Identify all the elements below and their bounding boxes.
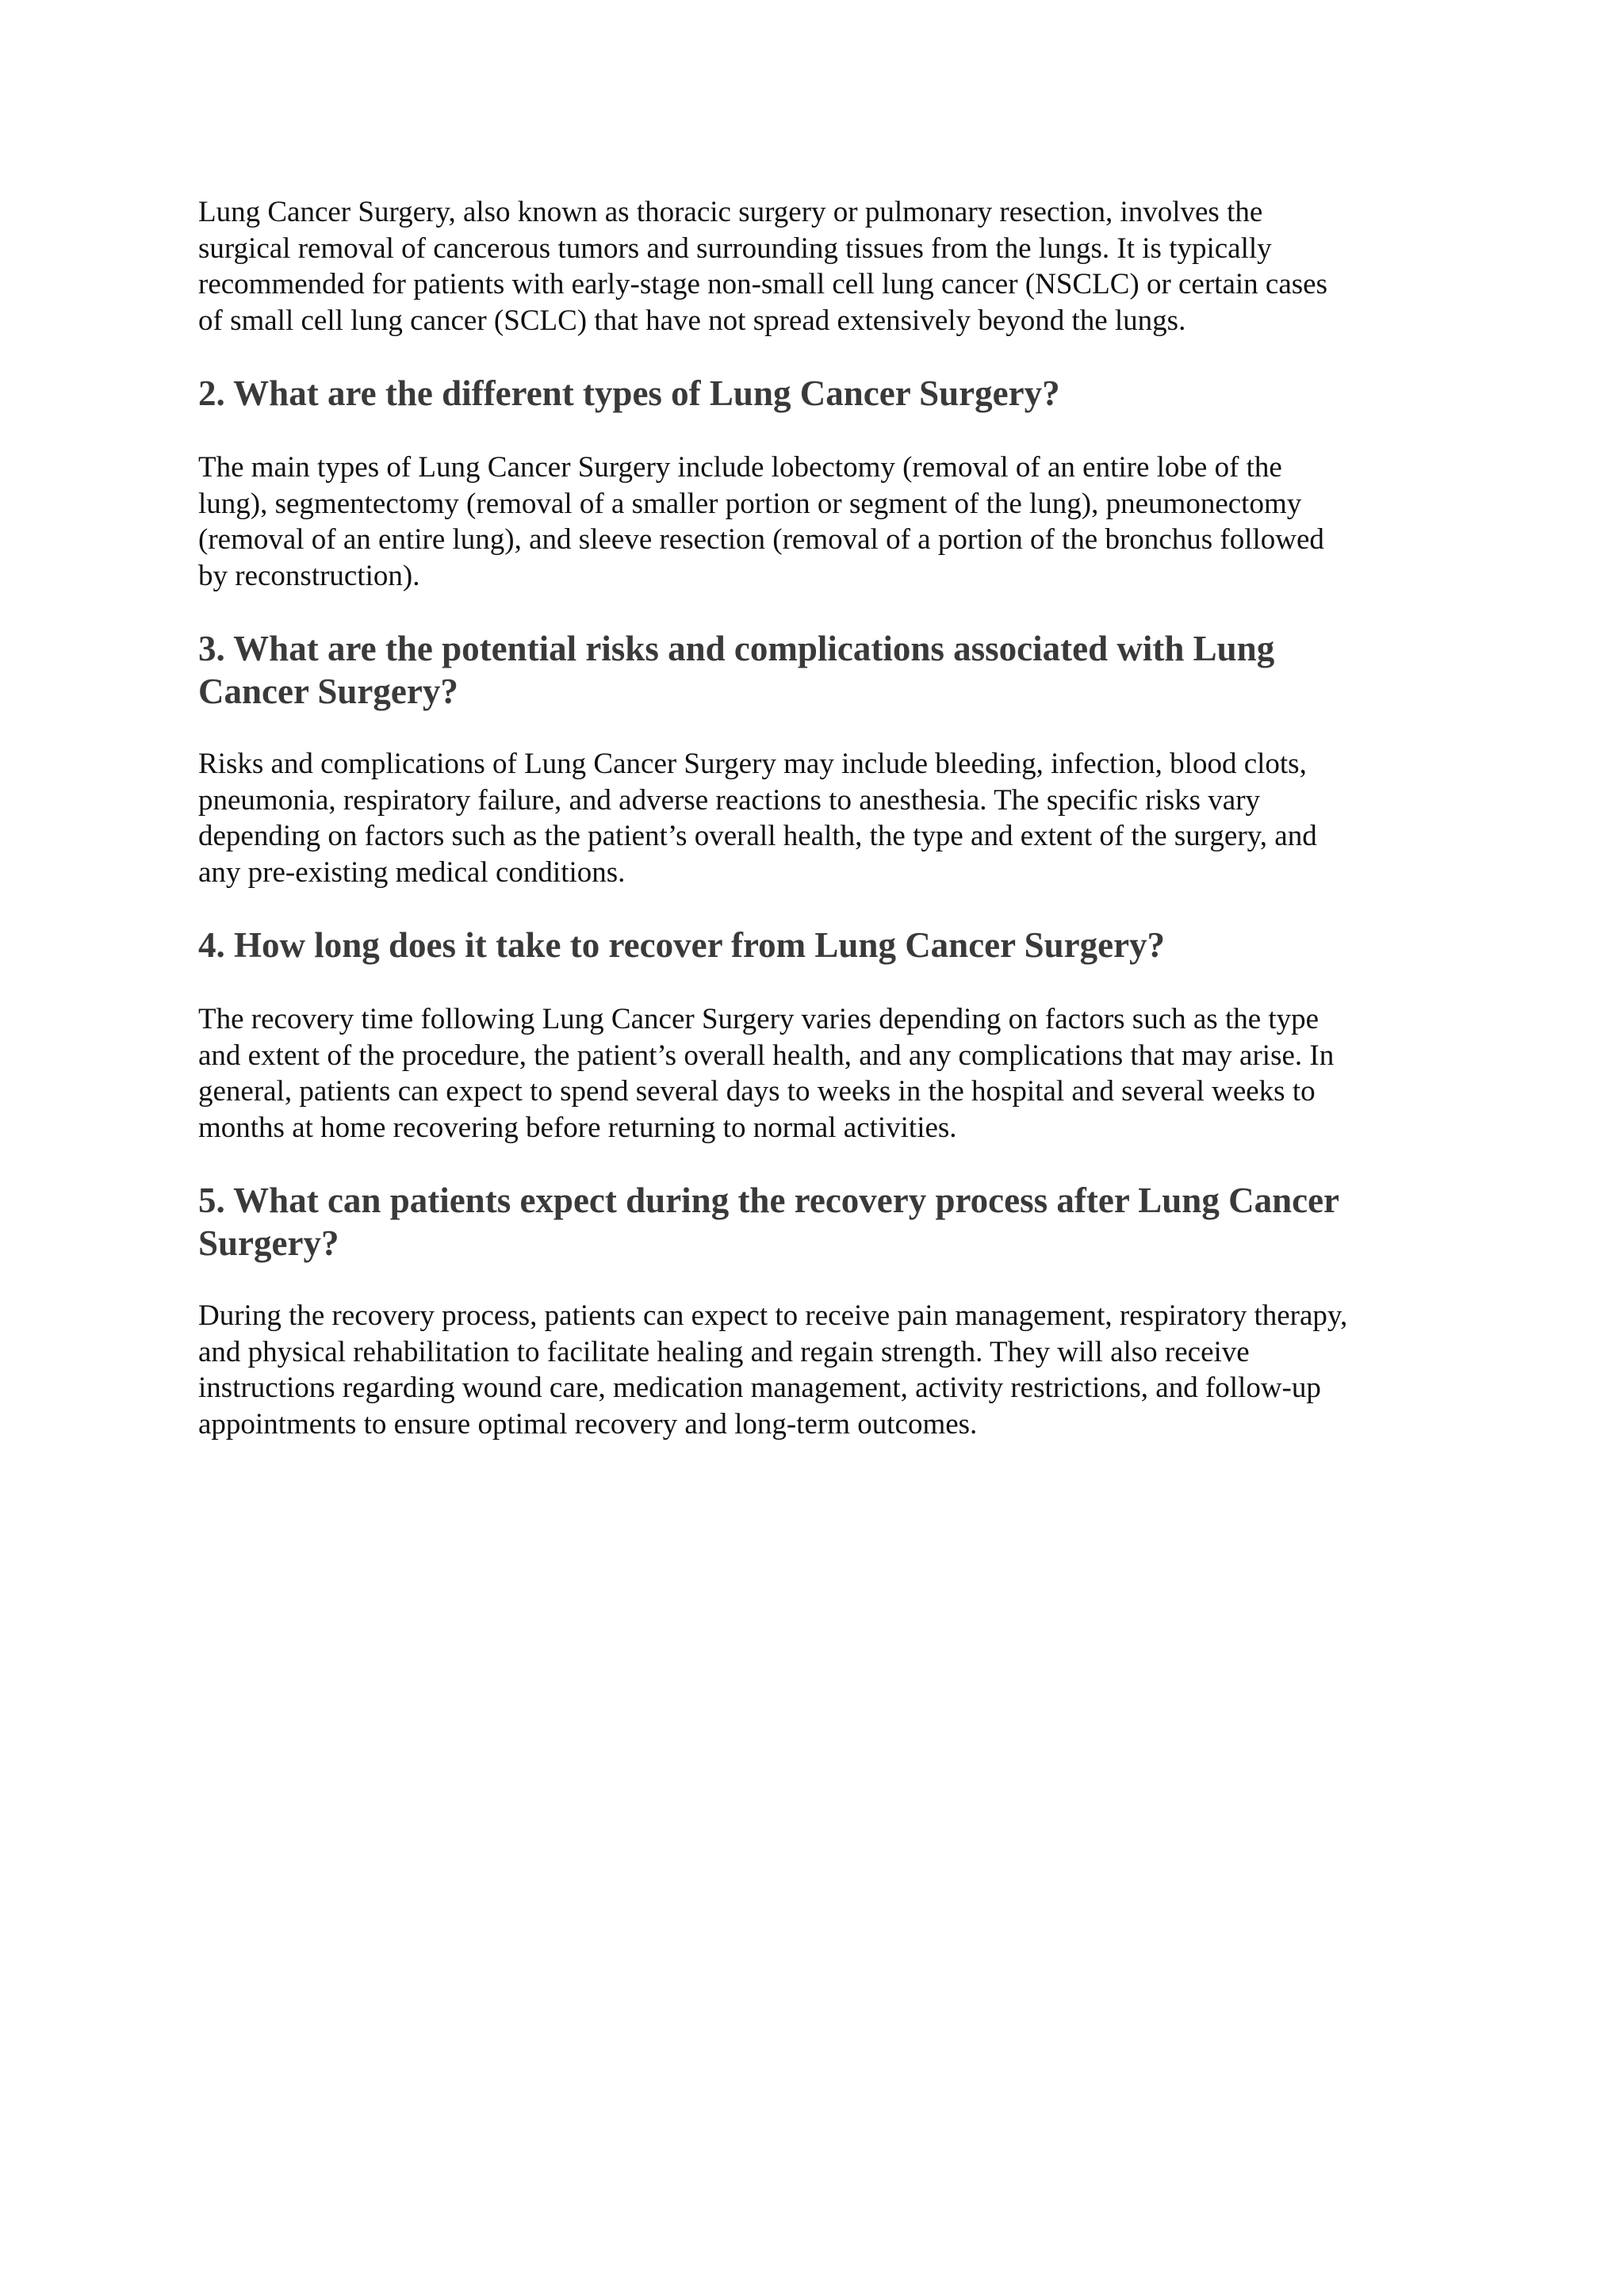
section-heading-types (198, 372, 1451, 415)
paragraph-line: by reconstruction). (198, 559, 420, 592)
paragraph-line: Lung Cancer Surgery, also known as thoracic surgery or pulmonary resection, involves the (198, 196, 1263, 228)
heading-line: 2. What are the different types of Lung Cancer Surgery? (198, 373, 1060, 413)
paragraph-line: The main types of Lung Cancer Surgery include lobectomy (removal of an entire lobe of the (198, 451, 1282, 484)
paragraph-line: months at home recovering before returning to normal activities. (198, 1111, 957, 1144)
heading-line: Cancer Surgery? (198, 672, 458, 711)
section-paragraph-recovery-time (198, 1001, 1451, 1146)
paragraph-line: surgical removal of cancerous tumors and surrounding tissues from the lungs. It is typically (198, 232, 1272, 265)
paragraph-line: (removal of an entire lung), and sleeve resection (removal of a portion of the bronchus followed (198, 523, 1324, 556)
paragraph-line: Risks and complications of Lung Cancer Surgery may include bleeding, infection, blood clots, (198, 748, 1307, 780)
intro-paragraph (198, 194, 1451, 339)
section-paragraph-risks (198, 746, 1451, 890)
document-page (198, 194, 1451, 1442)
paragraph-line: appointments to ensure optimal recovery and long-term outcomes. (198, 1407, 978, 1441)
paragraph-line: lung), segmentectomy (removal of a smaller portion or segment of the lung), pneumonectomy (198, 487, 1302, 520)
paragraph-line: and extent of the procedure, the patient’s overall health, and any complications that may arise. In (198, 1039, 1335, 1072)
heading-line: Surgery? (198, 1223, 339, 1263)
section-paragraph-recovery-process (198, 1298, 1451, 1442)
paragraph-line: The recovery time following Lung Cancer Surgery varies depending on factors such as the type (198, 1003, 1320, 1035)
section-paragraph-types (198, 450, 1451, 594)
heading-line: 5. What can patients expect during the recovery process after Lung Cancer (198, 1181, 1340, 1220)
paragraph-line: general, patients can expect to spend several days to weeks in the hospital and several weeks to (198, 1075, 1316, 1108)
section-heading-risks (198, 627, 1451, 713)
paragraph-line: depending on factors such as the patient’s overall health, the type and extent of the surgery, and (198, 820, 1317, 852)
paragraph-line: instructions regarding wound care, medication management, activity restrictions, and follow-up (198, 1372, 1321, 1404)
paragraph-line: During the recovery process, patients can expect to receive pain management, respiratory therapy, (198, 1299, 1348, 1332)
heading-line: 3. What are the potential risks and complications associated with Lung (198, 629, 1275, 668)
paragraph-line: any pre-existing medical conditions. (198, 855, 626, 889)
paragraph-line: and physical rehabilitation to facilitate healing and regain strength. They will also receive (198, 1335, 1250, 1368)
paragraph-line: of small cell lung cancer (SCLC) that have not spread extensively beyond the lungs. (198, 304, 1186, 337)
paragraph-line: recommended for patients with early-stage non-small cell lung cancer (NSCLC) or certain cases (198, 268, 1327, 300)
section-heading-recovery-time (198, 924, 1451, 966)
heading-line: 4. How long does it take to recover from Lung Cancer Surgery? (198, 925, 1166, 965)
paragraph-line: pneumonia, respiratory failure, and adverse reactions to anesthesia. The specific risks vary (198, 783, 1261, 817)
section-heading-recovery-process (198, 1179, 1451, 1265)
